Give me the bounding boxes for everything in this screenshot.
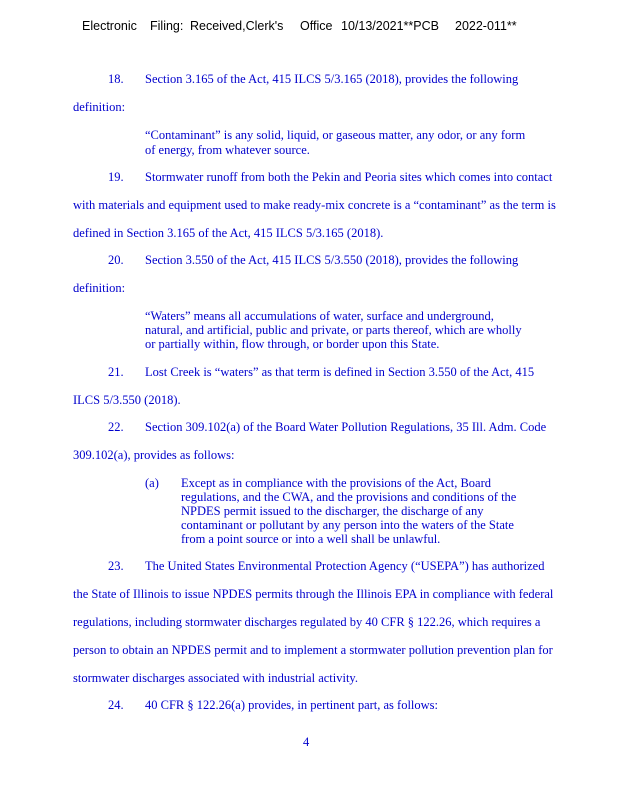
- paragraph-19-number: 19.: [108, 170, 124, 184]
- paragraph-24-number: 24.: [108, 698, 124, 712]
- paragraph-18-number: 18.: [108, 72, 124, 86]
- paragraph-22-line-2: 309.102(a), provides as follows:: [73, 448, 235, 462]
- header-docket: 2022-011**: [455, 19, 517, 33]
- paragraph-20-line-1: Section 3.550 of the Act, 415 ILCS 5/3.550 (2018), provides the following: [145, 253, 519, 267]
- paragraph-19-line-3: defined in Section 3.165 of the Act, 415 ILCS 5/3.165 (2018).: [73, 226, 384, 240]
- paragraph-18-quote-2: of energy, from whatever source.: [145, 143, 310, 157]
- paragraph-22-sub-label: (a): [145, 476, 159, 490]
- header-filing: Filing:: [150, 19, 184, 33]
- paragraph-18-line-2: definition:: [73, 100, 126, 114]
- paragraph-21-line-2: ILCS 5/3.550 (2018).: [73, 393, 181, 407]
- paragraph-23-line-3: regulations, including stormwater discharges regulated by 40 CFR § 122.26, which requires a: [73, 615, 541, 629]
- header-electronic: Electronic: [82, 19, 137, 33]
- header-office: Office: [300, 19, 333, 33]
- paragraph-20-quote-1: “Waters” means all accumulations of water, surface and underground,: [145, 309, 494, 323]
- paragraph-20-quote-3: or partially within, flow through, or border upon this State.: [145, 337, 440, 351]
- paragraph-23-number: 23.: [108, 559, 124, 573]
- paragraph-23-line-1: The United States Environmental Protection Agency (“USEPA”) has authorized: [145, 559, 545, 573]
- header-date: 10/13/2021**PCB: [341, 19, 439, 33]
- paragraph-20-line-2: definition:: [73, 281, 126, 295]
- paragraph-21-line-1: Lost Creek is “waters” as that term is defined in Section 3.550 of the Act, 415: [145, 365, 535, 379]
- paragraph-18-quote-1: “Contaminant” is any solid, liquid, or gaseous matter, any odor, or any form: [145, 128, 526, 142]
- paragraph-22-number: 22.: [108, 420, 124, 434]
- paragraph-19-line-2: with materials and equipment used to make ready-mix concrete is a “contaminant” as the term is: [73, 198, 556, 212]
- paragraph-19-line-1: Stormwater runoff from both the Pekin and Peoria sites which comes into contact: [145, 170, 553, 184]
- paragraph-23-line-5: stormwater discharges associated with industrial activity.: [73, 671, 358, 685]
- paragraph-23-line-4: person to obtain an NPDES permit and to implement a stormwater pollution prevention plan for: [73, 643, 553, 657]
- paragraph-18-line-1: Section 3.165 of the Act, 415 ILCS 5/3.165 (2018), provides the following: [145, 72, 519, 86]
- paragraph-22-quote-3: NPDES permit issued to the discharger, the discharge of any: [181, 504, 484, 518]
- paragraph-20-number: 20.: [108, 253, 124, 267]
- paragraph-22-quote-1: Except as in compliance with the provisions of the Act, Board: [181, 476, 491, 490]
- paragraph-21-number: 21.: [108, 365, 124, 379]
- page-number: 4: [303, 735, 310, 749]
- paragraph-24-line-1: 40 CFR § 122.26(a) provides, in pertinent part, as follows:: [145, 698, 439, 712]
- paragraph-23-line-2: the State of Illinois to issue NPDES permits through the Illinois EPA in compliance with federal: [73, 587, 554, 601]
- paragraph-20-quote-2: natural, and artificial, public and private, or parts thereof, which are wholly: [145, 323, 522, 337]
- header-received: Received,Clerk's: [190, 19, 284, 33]
- paragraph-22-line-1: Section 309.102(a) of the Board Water Pollution Regulations, 35 Ill. Adm. Code: [145, 420, 547, 434]
- paragraph-22-quote-2: regulations, and the CWA, and the provisions and conditions of the: [181, 490, 517, 504]
- paragraph-22-quote-5: from a point source or into a well shall be unlawful.: [181, 532, 441, 546]
- paragraph-22-quote-4: contaminant or pollutant by any person into the waters of the State: [181, 518, 514, 532]
